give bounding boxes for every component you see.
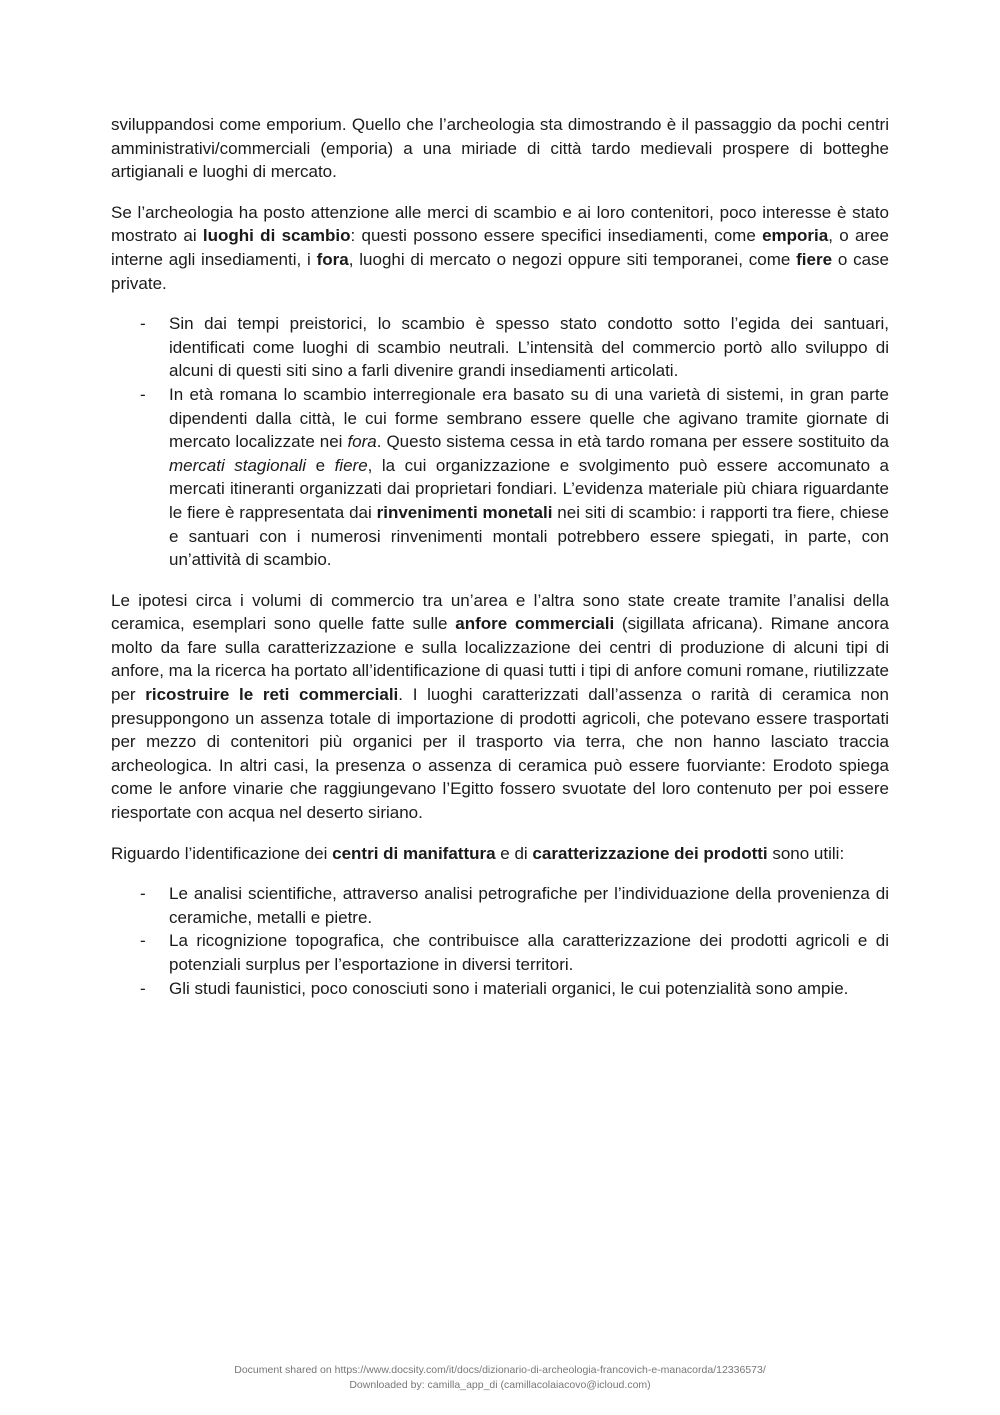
list-item-text: Gli studi faunistici, poco conosciuti sono i materiali organici, le cui potenzialità sono ampie. [169,978,849,998]
text-run: (sigillata africana). Rimane ancora molto da fare sulla caratterizzazione e sulla localizzazione dei centri di produzione di alcuni tipi di anfore, ma la ricerca ha portato all’identificazione di quasi tutti i tipi di anfore comuni romane, riutilizzate per [111,614,889,705]
bold-term-anfore-commerciali: anfore commerciali [455,614,615,634]
italic-term-fora: fora [347,432,377,452]
paragraph-emporium: sviluppandosi come emporium. Quello che l’archeologia sta dimostrando è il passaggio da pochi centri amministrativi/commerciali (emporia) a una miriade di città tardo medievali prospere di botteghe artigianali e luoghi di mercato. [111,115,889,182]
bold-term-centri-di-manifattura: centri di manifattura [332,843,496,863]
list-item-text: La ricognizione topografica, che contribuisce alla caratterizzazione dei prodotti agricoli e di potenziali surplus per l’esportazione in diversi territori. [169,931,889,974]
italic-term-mercati-stagionali: mercati stagionali [169,455,307,475]
list-item [111,882,889,929]
list-item-text: Sin dai tempi preistorici, lo scambio è spesso stato condotto sotto l’egida dei santuari, identificati come luoghi di scambio neutrali. L’intensità del commercio portò allo sviluppo di alcuni di questi siti sino a farli divenire grandi insediamenti articolati. [169,314,889,381]
text-run: nei siti di scambio: i rapporti tra fiere, chiese e santuari con i numerosi rinvenimenti montali potrebbero essere spiegati, in parte, con un’attività di scambio. [169,502,890,570]
text-run: sono utili: [767,843,845,863]
text-run: Le ipotesi circa i volumi di commercio tra un’area e l’altra sono state create tramite l’analisi della ceramica, esemplari sono quelle fatte sulle [111,590,889,634]
text-run: e di [495,843,533,863]
paragraph-luoghi-di-scambio [111,201,889,295]
list-item-text: Le analisi scientifiche, attraverso analisi petrografiche per l’individuazione della provenienza di ceramiche, metalli e pietre. [169,884,889,927]
list-luoghi-di-scambio [111,312,889,572]
paragraph-anfore [111,589,889,825]
bold-term-emporia: emporia [762,226,829,246]
bold-term-fiere: fiere [796,249,833,269]
footer-downloaded-by: Downloaded by: camilla_app_di (camillacolaiacovo@icloud.com) [349,1378,651,1391]
bold-term-luoghi-di-scambio: luoghi di scambio [202,226,351,246]
text-run: . I luoghi caratterizzati dall’assenza o rarità di ceramica non presuppongono un assenza totale di importazione di prodotti agricoli, che potevano essere trasportati per mezzo di contenitori più organici per il trasporto via terra, che non hanno lasciato traccia archeologica. In altri casi, la presenza o assenza di ceramica può essere fuorviante: Erodoto spiega come le anfore vinarie che raggiungevano l’Egitto fossero svuotate del loro contenuto per poi essere riesportate con acqua nel deserto siriano. [111,685,889,823]
dash-bullet: - [140,884,146,904]
list-strumenti-utili [111,882,889,1000]
text-run: e [306,455,335,475]
text-run: , la cui organizzazione e svolgimento può essere accomunato a mercati itineranti organizzati dai proprietari fondiari. L’evidenza materiale più chiara riguardante le fiere è rappresentata dai [169,455,889,522]
dash-bullet: - [140,384,146,404]
document-page [111,113,889,1017]
text-run: : questi possono essere specifici insediamenti, come [350,226,763,246]
text-run: , o aree interne agli insediamenti, i [111,226,889,269]
bold-term-fora: fora [316,249,349,269]
list-item [111,929,889,976]
paragraph-centri-di-manifattura [111,842,889,866]
text-run: . Questo sistema cessa in età tardo romana per essere sostituito da [376,432,890,452]
italic-term-fiere: fiere [334,455,368,475]
dash-bullet: - [140,931,146,951]
bold-term-ricostruire-le-reti-commerciali: ricostruire le reti commerciali [145,685,399,705]
list-item [111,312,889,383]
text-run: In età romana lo scambio interregionale era basato su di una varietà di sistemi, in gran parte dipendenti dalla città, le cui forme sembrano essere quelle che agivano tramite giornate di mercato localizzate nei [169,384,889,452]
list-item [111,977,889,1001]
dash-bullet: - [140,978,146,998]
text-run: Se l’archeologia ha posto attenzione alle merci di scambio e ai loro contenitori, poco interesse è stato mostrato ai [111,202,889,246]
text-run: Riguardo l’identificazione dei [111,843,333,863]
bold-term-caratterizzazione-dei-prodotti: caratterizzazione dei prodotti [532,843,768,863]
page-footer [0,1363,1000,1392]
text-run: , luoghi di mercato o negozi oppure siti temporanei, come [348,249,797,269]
list-item [111,383,889,572]
bold-term-rinvenimenti-monetali: rinvenimenti monetali [376,502,553,522]
dash-bullet: - [140,314,146,334]
footer-shared-link: Document shared on https://www.docsity.com/it/docs/dizionario-di-archeologia-francovich-e-manacorda/12336573/ [234,1364,766,1376]
text-run: o case private. [111,249,890,293]
